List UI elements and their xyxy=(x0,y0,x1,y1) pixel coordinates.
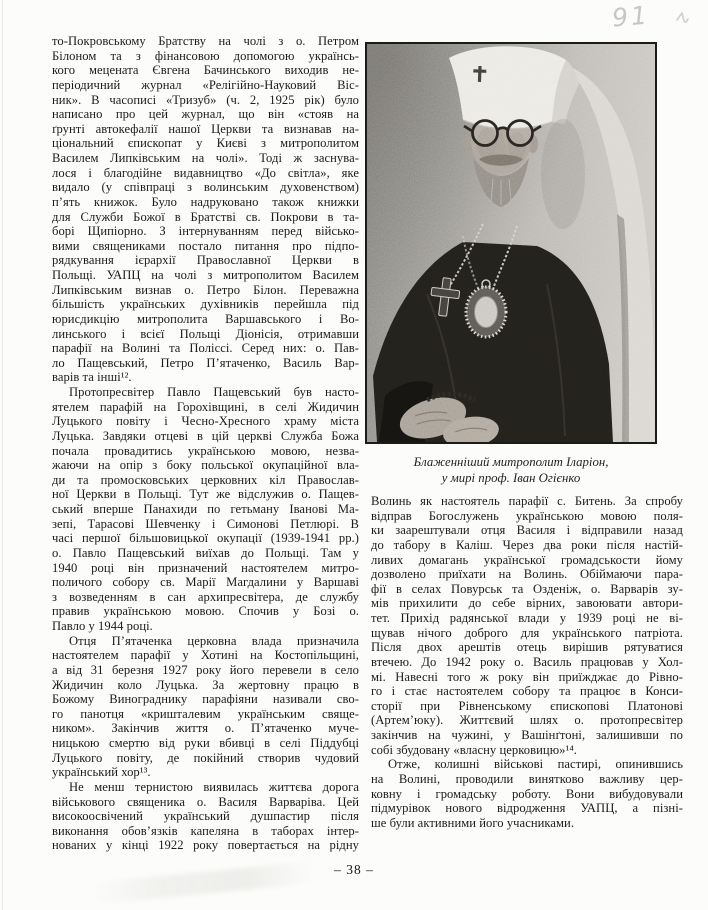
text-line: ником». Закінчив життя о. П’ятаченко муче- xyxy=(52,721,359,736)
text-line: дозволено приїхати на Волинь. Обіймаючи пара- xyxy=(371,567,683,582)
text-line: Отже, колишні військові пастирі, опинившись xyxy=(388,757,683,772)
text-line: Отця П’ятаченка церковна влада призначила xyxy=(69,633,359,648)
paragraph xyxy=(52,385,359,634)
pencil-tick-icon xyxy=(674,8,696,26)
text-line: ський вперше Панахиди по гетьману Іванові Ма- xyxy=(52,502,359,516)
text-line: написано про цей журнал, що він «стояв на xyxy=(52,107,359,122)
text-line: рядкування ієрархії Православної Церкви в xyxy=(52,253,359,268)
text-line: мі. Навесні того ж року він приїжджає до Рівно- xyxy=(371,669,683,684)
text-line: ди та промосковських церковних кіл Православ- xyxy=(52,472,359,487)
text-line: настоятелем парафії у Хотині на Костопільщині, xyxy=(52,648,359,663)
text-line: Луцька. Завдяки отцеві в цій церкві Служба Божа xyxy=(52,428,359,443)
text-line: сторії при Рівненському єпископові Платонові xyxy=(371,698,683,713)
text-line: видало (у співпраці з волинським духовенством) xyxy=(52,180,359,195)
text-column-right xyxy=(371,494,683,830)
photo-caption-line1: Блаженніший митрополит Іларіон, xyxy=(413,455,609,469)
text-line: 1940 році він призначений настоятелем митро- xyxy=(52,560,359,575)
portrait-photo xyxy=(365,42,657,444)
text-line: підмурівок нового відродження УАПЦ, а пізні- xyxy=(371,801,683,816)
scan-edge xyxy=(2,0,3,910)
text-line: ної Церкви в Польщі. Тут же відслужив о. Пащев- xyxy=(52,487,359,502)
text-line: вими священиками постало питання про підпо- xyxy=(52,238,359,253)
text-line: Луцького повіту, де покійний створив чудовий xyxy=(52,750,359,765)
text-line: Луцького повіту і Чесно-Хресного храму міста xyxy=(52,414,359,429)
text-line: часі першої більшовицької окупації (1939-1941 рр.) xyxy=(52,531,359,546)
text-line: український хор¹³. xyxy=(52,765,151,780)
text-line: го і стає настоятелем собору та працює в Конси- xyxy=(371,684,683,699)
text-line: лося і благодійне видавництво «До світла», яке xyxy=(52,165,359,180)
text-line: Польщі. УАПЦ на чолі з митрополитом Василем xyxy=(52,268,359,282)
text-line: ник». В часописі «Тризуб» (ч. 2, 1925 рік) було xyxy=(52,92,359,107)
text-column-left xyxy=(52,34,359,853)
page-number: – 38 – xyxy=(334,862,374,877)
paragraph xyxy=(52,34,359,385)
text-line: Жидичин коло Луцька. За жертовну працю в xyxy=(52,677,359,692)
text-line: Після двох арештів отець вирішив рятуватися xyxy=(371,640,683,655)
text-line: то-Покровському Братству на чолі з о. Петром xyxy=(52,34,359,48)
text-line: Липківським визнав о. Петро Білон. Переважна xyxy=(52,282,359,297)
paragraph xyxy=(371,494,683,757)
paragraph xyxy=(52,634,359,780)
text-line: високоосвічений український душпастир після xyxy=(52,809,359,824)
text-line: до табору в Каліш. Через два роки після настій- xyxy=(371,537,683,552)
photo-caption-line2: у мирі проф. Іван Огієнко xyxy=(441,471,581,485)
text-line: Божому Винограднику парафіяни називали сво- xyxy=(52,692,359,707)
text-line: для Служби Божої в Братстві св. Покрови в та- xyxy=(52,209,359,224)
paragraph xyxy=(371,757,683,830)
text-line: (Артем’юку). Життєвий шлях о. протопресвітер xyxy=(371,713,683,728)
text-line: поличого собору св. Марії Магдалини у Варшаві xyxy=(52,575,359,590)
text-line: фії в селах Повурськ та Озденіж, о. Варварів зу- xyxy=(371,581,683,596)
metropolitan-portrait xyxy=(367,44,655,442)
text-line: періодичний журнал «Релігійно-Науковий Віс- xyxy=(52,77,359,92)
text-line: Протопресвітер Павло Пащевський був насто- xyxy=(69,385,359,399)
text-line: Не менш тернистою виявилась життєва дорога xyxy=(69,779,359,794)
text-line: ковну і громадську роботу. Вони вибудовували xyxy=(371,786,683,801)
text-line: ливих домагань української громадськости йому xyxy=(371,552,683,567)
text-line: Павло у 1944 році. xyxy=(52,619,153,633)
text-line: більшість українських духівників перейшла під xyxy=(52,297,359,312)
text-line: почала провадитись українською мовою, незва- xyxy=(52,443,359,458)
text-line: борі Щипіорно. З інтернуванням перед військо- xyxy=(52,224,359,239)
text-line: мів прихилити до себе вірних, завоювати автори- xyxy=(371,596,683,611)
text-line: ціональний єпископат у Києві з митрополитом xyxy=(52,136,359,151)
text-line: ницькою смертю від руки вбивці в селі Піддубці xyxy=(52,736,359,750)
text-line: військового священика о. Василя Варваріва. Цей xyxy=(52,794,359,809)
pencil-page-number: 91 xyxy=(610,0,652,33)
text-line: о. Павло Пащевський виїхав до Польщі. Там у xyxy=(52,545,359,560)
text-line: Василем Липківським на чолі». Тоді ж заснува- xyxy=(52,151,359,165)
text-line: парафії на Волині та Поліссі. Серед них: о. Пав- xyxy=(52,341,359,356)
text-line: а від 31 березня 1927 року його перевели в село xyxy=(52,662,359,677)
text-line: нованих у кінці 1922 року повертається на рідну xyxy=(52,838,359,853)
text-line: закінчив на чужині, у Вашінґтоні, залишивши по xyxy=(371,728,683,742)
text-line: втечею. До 1942 року о. Василь працював у Хол- xyxy=(371,654,683,669)
text-line: варів та інші¹². xyxy=(52,370,132,385)
text-line: ше були активними його учасниками. xyxy=(371,815,575,830)
text-line: линського і всієї Польщі Діонісія, отримавши xyxy=(52,326,359,341)
text-line: зепі, Тарасові Шевченку і Симонові Петлюрі. В xyxy=(52,516,359,531)
text-line: Білоном та з фінансовою допомогою українсь- xyxy=(52,48,359,63)
text-line: ло Пащевський, Петро П’ятаченко, Василь Вар- xyxy=(52,355,359,370)
text-line: собі збудовану «власну церковицю»¹⁴. xyxy=(371,742,577,757)
film-grain-overlay xyxy=(367,44,655,442)
text-line: щував нічого доброго для українського патріота. xyxy=(371,625,683,640)
text-line: жаючи на опір з боку польської окупаційної вла- xyxy=(52,458,359,473)
text-line: з возведенням в сан архипресвітера, де службу xyxy=(52,589,359,604)
text-line: ґрунті автокефалії нашої Церкви та визнавав на- xyxy=(52,121,359,136)
text-line: кого мецената Євгена Бачинського виходив не- xyxy=(52,63,359,78)
text-line: відправ Богослужень українською мовою поля- xyxy=(371,508,683,523)
paragraph xyxy=(52,780,359,853)
text-line: ятелем парафій на Горохівщині, в селі Жидичин xyxy=(52,399,359,414)
text-line: виконання обов’язків капеляна в таборах інтер- xyxy=(52,823,359,838)
text-line: на Волині, проводили винятково важливу цер- xyxy=(371,771,683,786)
text-line: тет. Прихід радянської влади у 1939 році не ві- xyxy=(371,611,683,625)
text-line: правив українською мовою. Спочив у Бозі о. xyxy=(52,604,359,619)
text-line: го панотця «кришталевим українським свяще- xyxy=(52,706,359,721)
text-line: юрисдикцію митрополита Варшавського і Во- xyxy=(52,311,359,326)
photo-caption xyxy=(365,454,657,486)
text-line: п’ять книжок. Було надруковано також книжки xyxy=(52,194,359,209)
text-line: Волинь як настоятель парафії с. Битень. За спробу xyxy=(371,494,683,508)
text-line: ки заарештували отця Василя і відправили назад xyxy=(371,523,683,538)
